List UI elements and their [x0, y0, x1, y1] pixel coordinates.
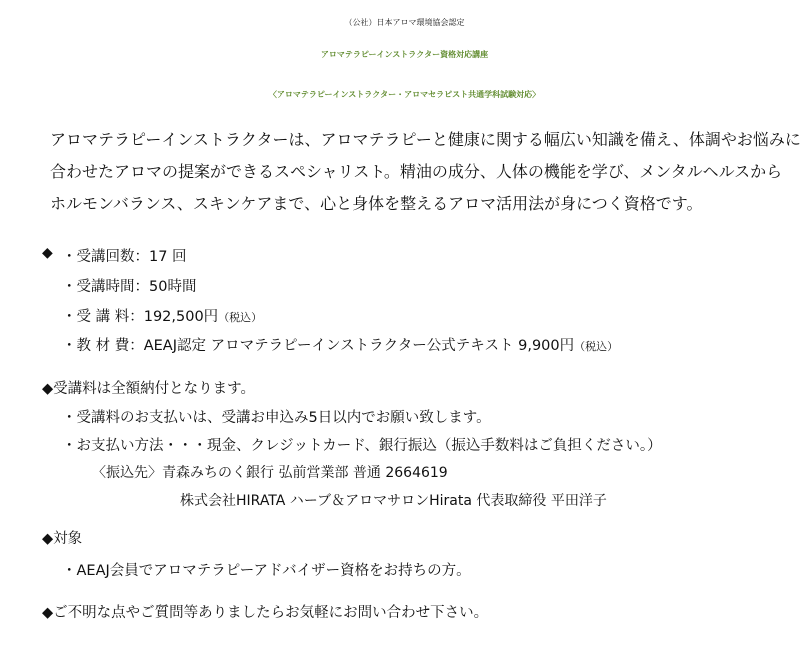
- tuition-fee-amount: ・受 講 料：192,500円: [62, 309, 219, 325]
- materials-fee-tax: （税込）: [574, 340, 619, 353]
- intro-line-1: アロマテラピーインストラクターは、アロマテラピーと健康に関する幅広い知識を備え、体調やお悩みに: [50, 130, 801, 149]
- intro-line-2: 合わせたアロマの提案ができるスペシャリスト。精油の成分、人体の機能を学び、メンタルヘルスから: [50, 162, 783, 181]
- bank-transfer-info: 〈振込先〉青森みちのく銀行 弘前営業部 普通 2664619: [92, 465, 448, 481]
- certification-line: （公社）日本アロマ環境協会認定: [344, 18, 465, 27]
- tuition-fee: [62, 305, 262, 326]
- course-info-bullet: ◆: [42, 245, 53, 261]
- target-heading: ◆対象: [42, 531, 83, 547]
- materials-fee-text: ・教 材 費：AEAJ認定 アロマテラピーインストラクター公式テキスト 9,900円: [62, 338, 575, 354]
- payment-heading: ◆受講料は全額納付となります。: [42, 381, 255, 397]
- payment-methods: ・お支払い方法・・・現金、クレジットカード、銀行振込（振込手数料はご負担ください。）: [62, 438, 662, 454]
- target-item: ・AEAJ会員でアロマテラピーアドバイザー資格をお持ちの方。: [62, 563, 471, 579]
- payment-deadline: ・受講料のお支払いは、受講お申込み5日以内でお願い致します。: [62, 410, 491, 426]
- materials-fee: [62, 334, 618, 355]
- tuition-fee-tax: （税込）: [218, 311, 263, 324]
- course-subtitle: 〈アロマテラピーインストラクター・アロマセラピスト共通学科試験対応〉: [268, 90, 541, 99]
- contact-text: ◆ご不明な点やご質問等ありましたらお気軽にお問い合わせ下さい。: [42, 605, 489, 621]
- course-title: アロマテラピーインストラクター資格対応講座: [320, 50, 489, 59]
- sessions-count: ・受講回数：17 回: [62, 249, 187, 265]
- account-holder: 株式会社HIRATA ハーブ＆アロマサロンHirata 代表取締役 平田洋子: [180, 493, 607, 509]
- intro-line-3: ホルモンバランス、スキンケアまで、心と身体を整えるアロマ活用法が身につく資格です。: [50, 194, 703, 213]
- course-hours: ・受講時間：50時間: [62, 279, 197, 295]
